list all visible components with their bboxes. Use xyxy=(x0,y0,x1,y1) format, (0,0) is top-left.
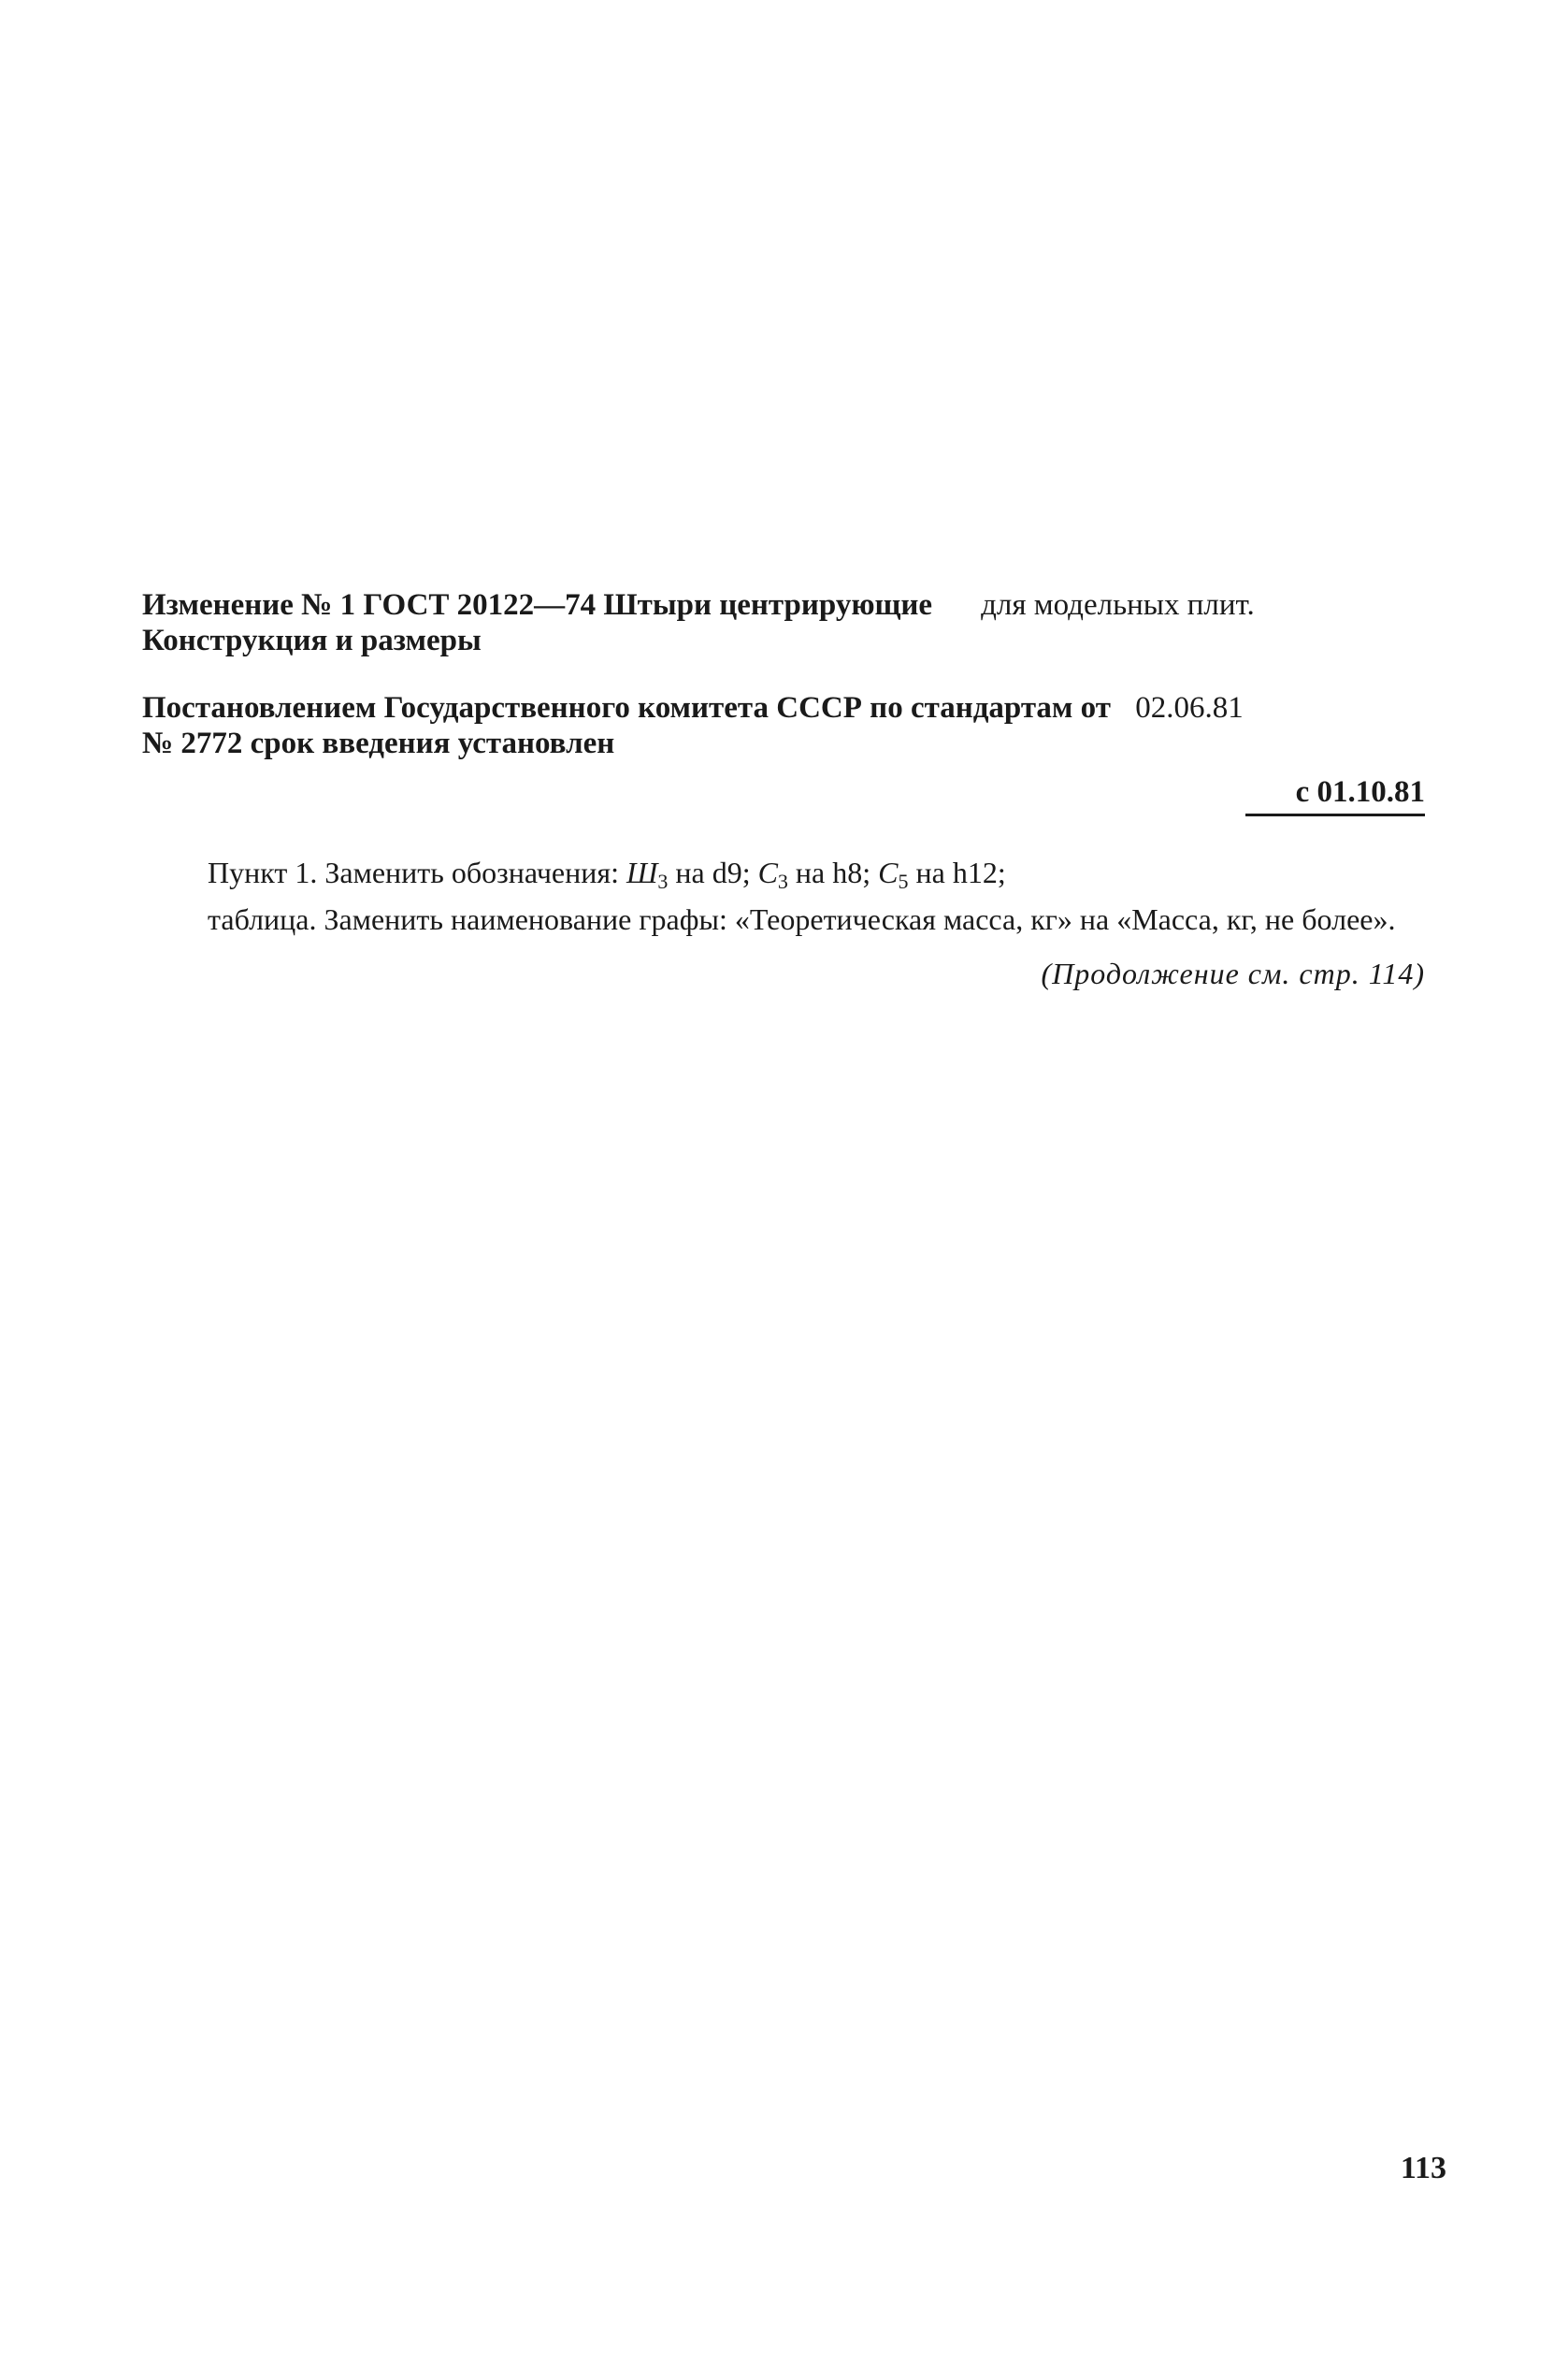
symbol-sh: $Ш_3$ xyxy=(626,856,669,893)
decree-text-part2: № 2772 срок введения установлен xyxy=(142,727,615,760)
continuation-note: (Продолжение см. стр. 114) xyxy=(1041,957,1425,990)
symbol-c3: $С_3$ xyxy=(757,856,788,893)
effective-date: с 01.10.81 xyxy=(1245,774,1425,816)
paragraph-table: таблица. Заменить наименование графы: «Теоретическая масса, кг» на «Масса, кг, не более». xyxy=(208,902,1396,936)
decree-statement xyxy=(142,690,1425,761)
amendment-title xyxy=(142,587,1425,658)
title-line1-part1: Изменение № 1 ГОСТ 20122—74 Штыри центрирующие xyxy=(142,588,933,622)
paragraph-item-1: Пункт 1. Заменить обозначения: $Ш_3$ на d9; $С_3$ на h8; $С_5$ на h12; xyxy=(208,856,1006,893)
decree-text-part1: Постановлением Государственного комитета СССР по стандартам от xyxy=(142,691,1111,725)
decree-date: 02.06.81 xyxy=(1135,691,1244,725)
amendment-body xyxy=(142,854,1425,938)
symbol-c5: $С_5$ xyxy=(878,856,909,893)
title-line1-part2: для модельных плит. xyxy=(981,588,1255,622)
title-line2: Конструкция и размеры xyxy=(142,624,482,657)
page-number: 113 xyxy=(1400,2151,1446,2185)
amendment-content xyxy=(142,587,1425,992)
effective-date-block xyxy=(142,774,1425,816)
